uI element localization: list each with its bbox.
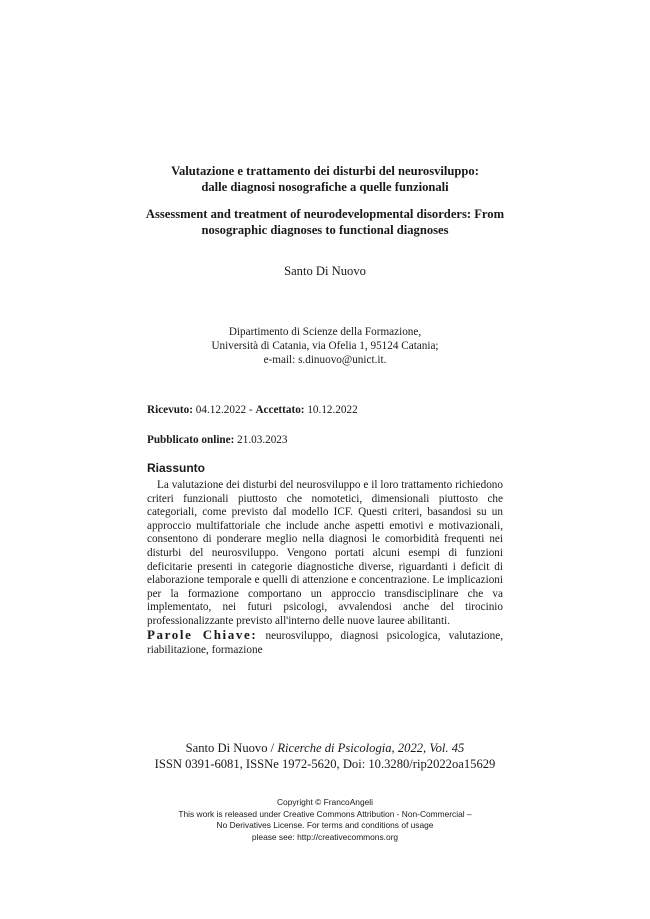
accepted-label: Accettato: [255,404,305,416]
copyright-notice [0,797,650,843]
english-title-line-1: Assessment and treatment of neurodevelopmental disorders: From [145,207,505,221]
keywords [147,628,503,657]
abstract-text: La valutazione dei disturbi del neurosviluppo e il loro trattamento richiedono criteri funzionali piuttosto che nomotetici, dimensionali piuttosto che categoriali, come previsto dal modello ICF. Questi criteri, basandosi su un approccio multifattoriale che include anche aspetti emotivi e motivazionali, consentono di ponderare meglio nella diagnosi le comorbidità frequenti nei disturbi del neurosviluppo. Vengono portati alcuni esempi di funzioni deficitarie presenti in categorie diagnostiche diverse, riguardanti i deficit di elaborazione temporale e quelli di attenzione e concentrazione. Le implicazioni per la formazione comportano un approccio transdisciplinare che va implementato, nei futuri psicologi, avvalendosi anche del tirocinio professionalizzante previsto all'interno delle nuove lauree abilitanti. [147,479,503,627]
italian-title-line-2: dalle diagnosi nosografiche a quelle funzionali [201,180,449,194]
copyright-line-3: No Derivatives License. For terms and conditions of usage [216,820,434,830]
english-title-line-2: nosographic diagnoses to functional diagnoses [201,223,449,237]
italian-title-line-1: Valutazione e trattamento dei disturbi del neurosviluppo: [171,164,479,178]
submission-dates [147,404,358,416]
abstract-body [147,479,503,629]
citation-line [0,740,650,756]
copyright-line-4[interactable]: please see: http://creativecommons.org [251,831,399,842]
copyright-line-1: Copyright © FrancoAngeli [276,797,373,807]
english-title [120,206,530,238]
received-date: 04.12.2022 - [192,404,256,416]
received-label: Ricevuto: [147,404,193,416]
accepted-date: 10.12.2022 [304,404,358,416]
online-date: 21.03.2023 [234,434,288,446]
copyright-line-2: This work is released under Creative Commons Attribution - Non-Commercial – [178,808,472,819]
citation-issn: ISSN 0391-6081, ISSNe 1972-5620, Doi: 10.3280/rip2022oa15629 [154,757,496,771]
citation-author: Santo Di Nuovo / [185,741,278,755]
keywords-text: neurosviluppo, diagnosi psicologica, valutazione, riabilitazione, formazione [147,630,503,656]
citation-journal: Ricerche di Psicologia, 2022, Vol. 45 [277,741,465,755]
affiliation-email[interactable]: e-mail: s.dinuovo@unict.it. [263,354,387,366]
keywords-label: Parole Chiave: [147,627,258,642]
abstract-heading: Riassunto [147,461,206,475]
affiliation-department: Dipartimento di Scienze della Formazione, [228,326,422,338]
online-label: Pubblicato online: [147,434,235,446]
author-name: Santo Di Nuovo [284,264,366,278]
affiliation [0,325,650,367]
online-publication [147,434,287,446]
citation-footer [0,740,650,772]
italian-title [120,163,530,195]
affiliation-address: Università di Catania, via Ofelia 1, 95124 Catania; [211,340,439,352]
